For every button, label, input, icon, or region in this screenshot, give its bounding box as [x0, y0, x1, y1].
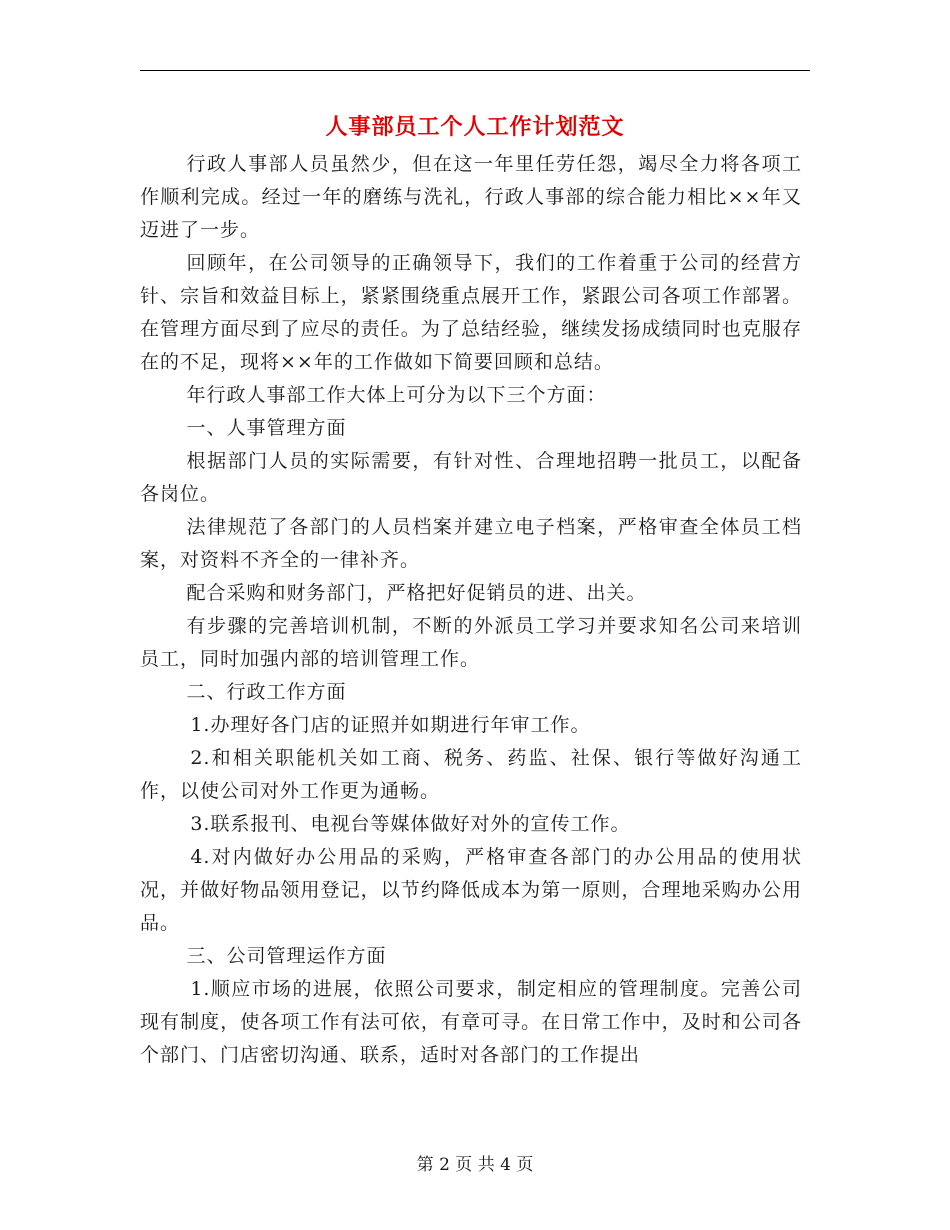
list-item-publicity: 3.联系报刊、电视台等媒体做好对外的宣传工作。: [190, 813, 631, 835]
paragraph-intro: 行政人事部人员虽然少，但在这一年里任劳任怨，竭尽全力将各项工作顺利完成。经过一年的磨练与洗礼，行政人事部的综合能力相比××年又迈进了一步。: [140, 153, 802, 241]
section-heading-administration: 二、行政工作方面: [186, 681, 347, 703]
page-footer: [0, 1153, 950, 1177]
paragraph-overview: 年行政人事部工作大体上可分为以下三个方面：: [186, 384, 607, 406]
paragraph-archives: 法律规范了各部门的人员档案并建立电子档案，严格审查全体员工档案，对资料不齐全的一律补齐。: [140, 516, 802, 571]
document-title: 人事部员工个人工作计划范文: [325, 114, 625, 140]
list-item-office-supplies: 4.对内做好办公用品的采购，严格审查各部门的办公用品的使用状况，并做好物品领用登记，以节约降低成本为第一原则，合理地采购办公用品。: [140, 846, 802, 934]
paragraph-review: 回顾年，在公司领导的正确领导下，我们的工作着重于公司的经营方针、宗旨和效益目标上，紧紧围绕重点展开工作，紧跟公司各项工作部署。在管理方面尽到了应尽的责任。为了总结经验，继续发扬成绩同时也克服存在的不足，现将××年的工作做如下简要回顾和总结。: [140, 252, 802, 373]
paragraph-training: 有步骤的完善培训机制，不断的外派员工学习并要求知名公司来培训员工，同时加强内部的培训管理工作。: [140, 615, 802, 670]
section-heading-management: 三、公司管理运作方面: [186, 945, 387, 967]
paragraph-recruitment: 根据部门人员的实际需要，有针对性、合理地招聘一批员工，以配备各岗位。: [140, 450, 802, 505]
page-number-label: 第 2 页 共 4 页: [416, 1155, 534, 1175]
list-item-licenses: 1.办理好各门店的证照并如期进行年审工作。: [190, 714, 591, 736]
list-item-regulations: 1.顺应市场的进展，依照公司要求，制定相应的管理制度。完善公司现有制度，使各项工作有法可依，有章可寻。在日常工作中，及时和公司各个部门、门店密切沟通、联系，适时对各部门的工作提出: [140, 978, 802, 1066]
section-heading-personnel: 一、人事管理方面: [186, 417, 347, 439]
header-rule: [140, 70, 810, 71]
document-body: [140, 148, 802, 1072]
paragraph-procurement: 配合采购和财务部门，严格把好促销员的进、出关。: [186, 582, 647, 604]
list-item-communication: 2.和相关职能机关如工商、税务、药监、社保、银行等做好沟通工作，以使公司对外工作更为通畅。: [140, 747, 802, 802]
